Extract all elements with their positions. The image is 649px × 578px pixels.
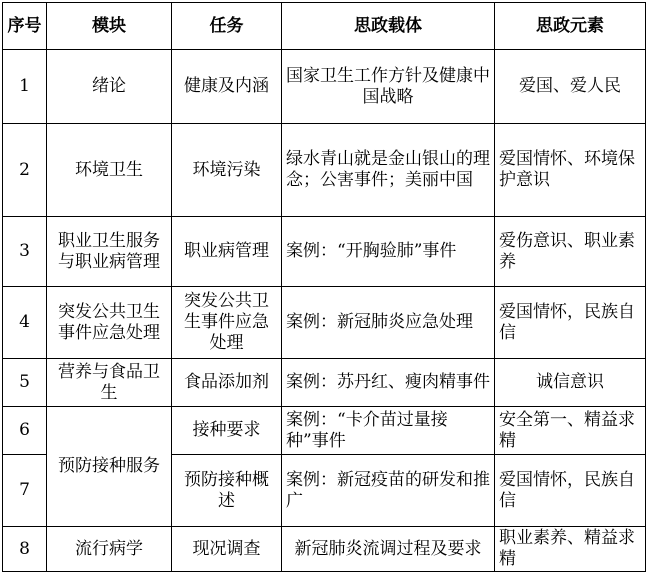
row-number: 7 xyxy=(3,455,47,527)
module-cell: 流行病学 xyxy=(47,527,172,572)
task-cell: 预防接种概述 xyxy=(172,455,282,527)
task-cell: 现况调查 xyxy=(172,527,282,572)
element-cell: 安全第一、精益求精 xyxy=(495,407,646,455)
carrier-cell: 国家卫生工作方针及健康中国战略 xyxy=(282,50,495,124)
carrier-cell: 绿水青山就是金山银山的理念；公害事件；美丽中国 xyxy=(282,124,495,217)
element-cell: 爱国情怀，民族自信 xyxy=(495,287,646,359)
table-row xyxy=(3,50,646,124)
table-row xyxy=(3,287,646,359)
row-number: 3 xyxy=(3,217,47,287)
table-row xyxy=(3,527,646,572)
row-number: 2 xyxy=(3,124,47,217)
carrier-cell: 案例：“卡介苗过量接种”事件 xyxy=(282,407,495,455)
module-cell: 突发公共卫生事件应急处理 xyxy=(47,287,172,359)
carrier-cell: 案例：新冠疫苗的研发和推广 xyxy=(282,455,495,527)
curriculum-table xyxy=(2,2,646,572)
row-number: 5 xyxy=(3,359,47,407)
row-number: 1 xyxy=(3,50,47,124)
table-row xyxy=(3,217,646,287)
carrier-cell: 案例：“开胸验肺”事件 xyxy=(282,217,495,287)
carrier-cell: 新冠肺炎流调过程及要求 xyxy=(282,527,495,572)
element-cell: 爱国情怀、环境保护意识 xyxy=(495,124,646,217)
carrier-cell: 案例：苏丹红、瘦肉精事件 xyxy=(282,359,495,407)
carrier-cell: 案例：新冠肺炎应急处理 xyxy=(282,287,495,359)
task-cell: 健康及内涵 xyxy=(172,50,282,124)
row-number: 6 xyxy=(3,407,47,455)
header-task: 任务 xyxy=(172,3,282,50)
header-module: 模块 xyxy=(47,3,172,50)
header-row xyxy=(3,3,646,50)
module-cell: 环境卫生 xyxy=(47,124,172,217)
element-cell: 爱国、爱人民 xyxy=(495,50,646,124)
table-row xyxy=(3,124,646,217)
header-no: 序号 xyxy=(3,3,47,50)
element-cell: 爱伤意识、职业素养 xyxy=(495,217,646,287)
module-cell: 预防接种服务 xyxy=(47,407,172,527)
task-cell: 食品添加剂 xyxy=(172,359,282,407)
header-element: 思政元素 xyxy=(495,3,646,50)
task-cell: 环境污染 xyxy=(172,124,282,217)
task-cell: 接种要求 xyxy=(172,407,282,455)
row-number: 8 xyxy=(3,527,47,572)
task-cell: 职业病管理 xyxy=(172,217,282,287)
element-cell: 爱国情怀，民族自信 xyxy=(495,455,646,527)
module-cell: 绪论 xyxy=(47,50,172,124)
table-row xyxy=(3,407,646,455)
module-cell: 职业卫生服务与职业病管理 xyxy=(47,217,172,287)
task-cell: 突发公共卫生事件应急处理 xyxy=(172,287,282,359)
element-cell: 诚信意识 xyxy=(495,359,646,407)
header-carrier: 思政载体 xyxy=(282,3,495,50)
table-row xyxy=(3,359,646,407)
module-cell: 营养与食品卫生 xyxy=(47,359,172,407)
element-cell: 职业素养、精益求精 xyxy=(495,527,646,572)
row-number: 4 xyxy=(3,287,47,359)
